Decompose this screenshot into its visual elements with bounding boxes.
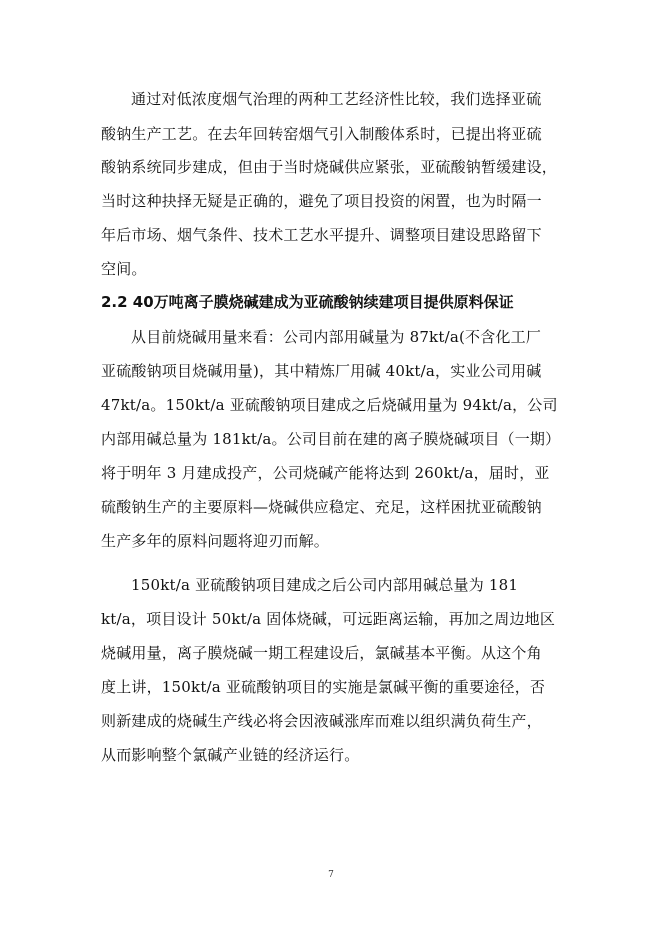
paragraph-3-line-6: 从而影响整个氯碱产业链的经济运行。: [101, 746, 360, 764]
paragraph-1-line-4: 当时这种抉择无疑是正确的，避免了项目投资的闲置，也为时隔一: [101, 192, 542, 210]
paragraph-2-line-3: 47kt/a。150kt/a 亚硫酸钠项目建成之后烧碱用量为 94kt/a，公司: [101, 396, 558, 414]
paragraph-1-line-2: 酸钠生产工艺。在去年回转窑烟气引入制酸体系时，已提出将亚硫: [101, 125, 542, 143]
paragraph-3-line-4: 度上讲，150kt/a 亚硫酸钠项目的实施是氯碱平衡的重要途径，否: [101, 678, 546, 696]
paragraph-1-line-1: 通过对低浓度烟气治理的两种工艺经济性比较，我们选择亚硫: [131, 90, 542, 108]
paragraph-2-line-1: 从目前烧碱用量来看：公司内部用碱量为 87kt/a(不含化工厂: [131, 328, 542, 346]
paragraph-2-line-2: 亚硫酸钠项目烧碱用量)，其中精炼厂用碱 40kt/a，实业公司用碱: [101, 362, 542, 380]
page-number: 7: [328, 870, 334, 880]
paragraph-1-line-5: 年后市场、烟气条件、技术工艺水平提升、调整项目建设思路留下: [101, 226, 542, 244]
paragraph-1-line-3: 酸钠系统同步建成，但由于当时烧碱供应紧张，亚硫酸钠暂缓建设，: [101, 158, 558, 176]
paragraph-1-line-6: 空间。: [101, 260, 147, 278]
section-heading: 2.2 40万吨离子膜烧碱建成为亚硫酸钠续建项目提供原料保证: [101, 293, 514, 311]
paragraph-3-line-1: 150kt/a 亚硫酸钠项目建成之后公司内部用碱总量为 181: [131, 576, 519, 594]
paragraph-2-line-5: 将于明年 3 月建成投产，公司烧碱产能将达到 260kt/a，届时，亚: [101, 464, 550, 482]
paragraph-3-line-2: kt/a，项目设计 50kt/a 固体烧碱，可远距离运输，再加之周边地区: [101, 610, 556, 628]
paragraph-2-line-7: 生产多年的原料问题将迎刃而解。: [101, 532, 330, 550]
paragraph-2-line-6: 硫酸钠生产的主要原料—烧碱供应稳定、充足，这样困扰亚硫酸钠: [101, 498, 542, 516]
paragraph-2-line-4: 内部用碱总量为 181kt/a。公司目前在建的离子膜烧碱项目（一期）: [101, 430, 561, 448]
paragraph-3-line-5: 则新建成的烧碱生产线必将会因液碱涨库而难以组织满负荷生产，: [101, 712, 542, 730]
paragraph-3-line-3: 烧碱用量，离子膜烧碱一期工程建设后，氯碱基本平衡。从这个角: [101, 644, 542, 662]
